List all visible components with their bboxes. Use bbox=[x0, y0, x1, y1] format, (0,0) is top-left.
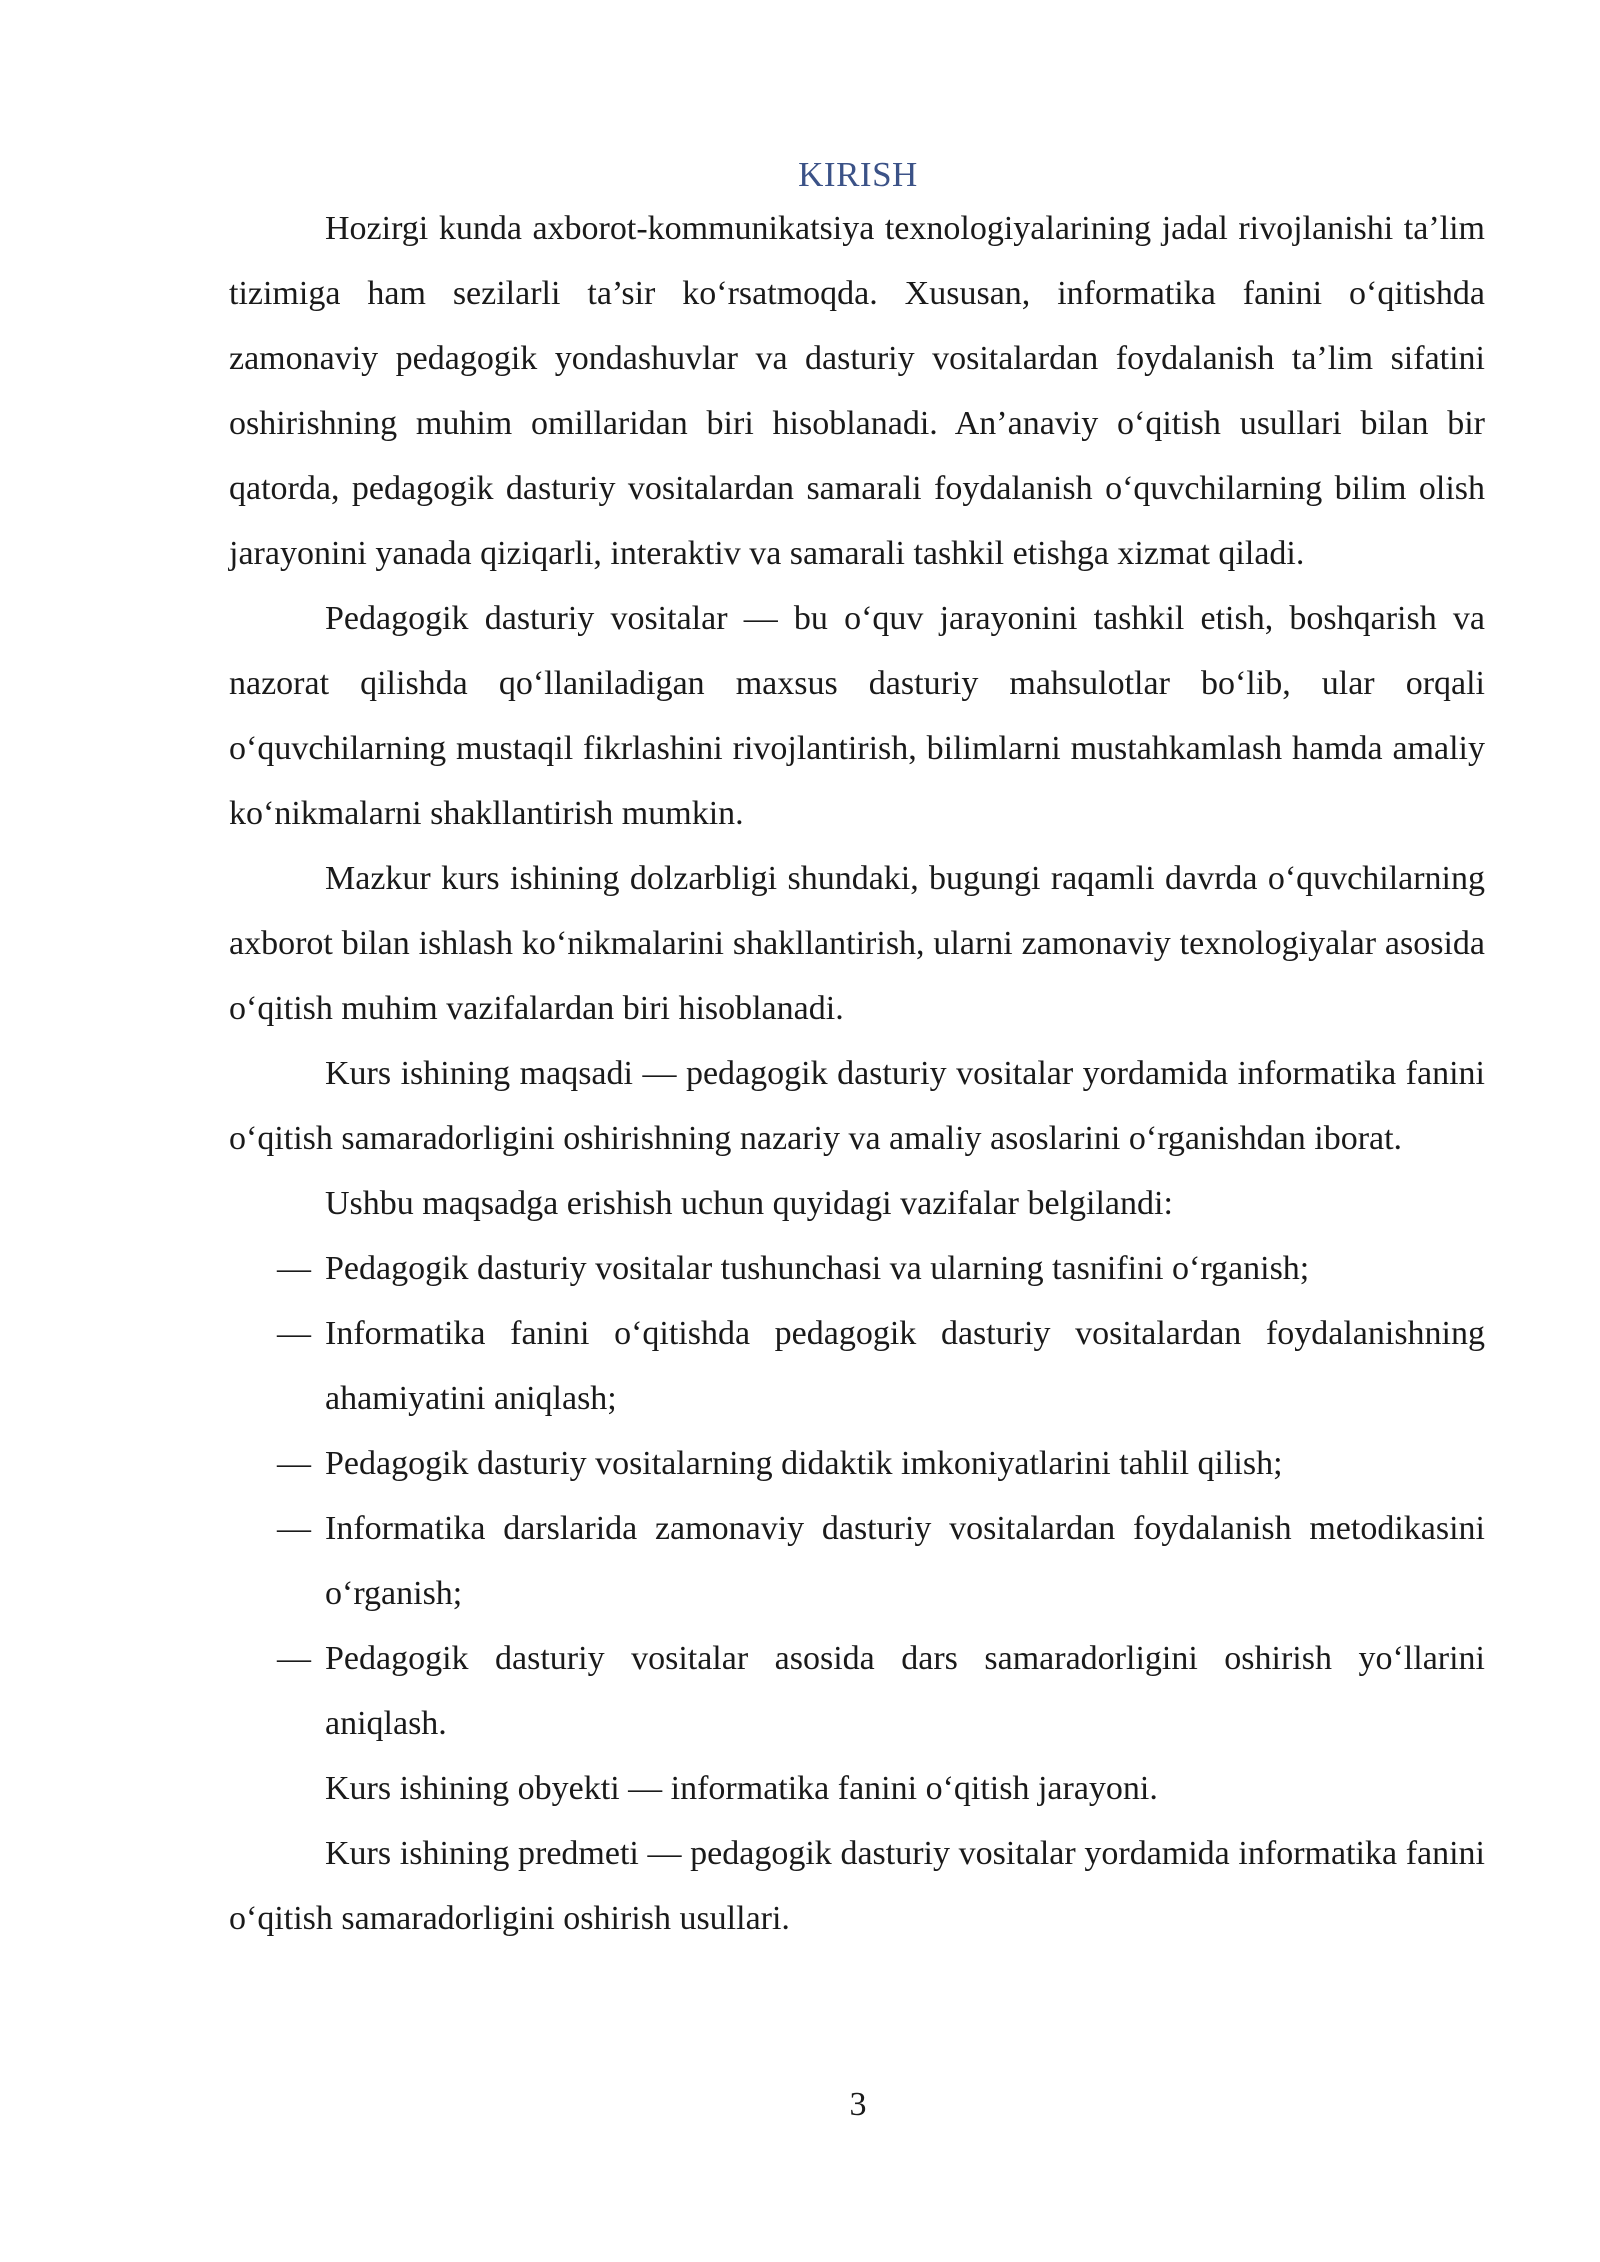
page-number: 3 bbox=[849, 2086, 867, 2123]
task-list bbox=[229, 1236, 1485, 1756]
task-item bbox=[229, 1236, 1485, 1301]
body-text bbox=[229, 196, 1485, 1951]
paragraph-subject: Kurs ishining predmeti — pedagogik dasturiy vositalar yordamida informatika fanini o‘qitish samaradorligini oshirish usullari. bbox=[229, 1835, 1485, 1937]
task-item bbox=[229, 1496, 1485, 1626]
paragraph-goal: Kurs ishining maqsadi — pedagogik dasturiy vositalar yordamida informatika fanini o‘qitish samaradorligini oshirishning nazariy va amaliy asoslarini o‘rganishdan iborat. bbox=[229, 1055, 1485, 1157]
paragraph-intro: Hozirgi kunda axborot-kommunikatsiya texnologiyalarining jadal rivojlanishi ta’lim tizimiga ham sezilarli ta’sir ko‘rsatmoqda. Xususan, informatika fanini o‘qitishda zamonaviy pedagogik yondashuvlar va dasturiy vositalardan foydalanish ta’lim sifatini oshirishning muhim omillaridan biri hisoblanadi. An’anaviy o‘qitish usullari bilan bir qatorda, pedagogik dasturiy vositalardan samarali foydalanish o‘quvchilarning bilim olish jarayonini yanada qiziqarli, interaktiv va samarali tashkil etishga xizmat qiladi. bbox=[229, 210, 1485, 572]
task-item bbox=[229, 1301, 1485, 1431]
paragraph-relevance: Mazkur kurs ishining dolzarbligi shundaki, bugungi raqamli davrda o‘quvchilarning axborot bilan ishlash ko‘nikmalarini shakllantirish, ularni zamonaviy texnologiyalar asosida o‘qitish muhim vazifalardan biri hisoblanadi. bbox=[229, 860, 1485, 1027]
list-dash: — bbox=[277, 1640, 311, 1677]
list-dash: — bbox=[277, 1250, 311, 1287]
list-dash: — bbox=[277, 1510, 311, 1547]
task-item bbox=[229, 1431, 1485, 1496]
list-dash: — bbox=[277, 1445, 311, 1482]
task-text: Informatika fanini o‘qitishda pedagogik dasturiy vositalardan foydalanishning ahamiyatini aniqlash; bbox=[325, 1315, 1485, 1417]
task-item bbox=[229, 1626, 1485, 1756]
task-text: Pedagogik dasturiy vositalar asosida dars samaradorligini oshirish yo‘llarini aniqlash. bbox=[325, 1640, 1485, 1742]
task-text: Pedagogik dasturiy vositalar tushunchasi va ularning tasnifini o‘rganish; bbox=[325, 1250, 1310, 1287]
section-title: KIRISH bbox=[798, 155, 918, 194]
task-text: Informatika darslarida zamonaviy dasturiy vositalardan foydalanish metodikasini o‘rganish; bbox=[325, 1510, 1485, 1612]
tasks-intro: Ushbu maqsadga erishish uchun quyidagi vazifalar belgilandi: bbox=[325, 1185, 1173, 1222]
list-dash: — bbox=[277, 1315, 311, 1352]
task-text: Pedagogik dasturiy vositalarning didaktik imkoniyatlarini tahlil qilish; bbox=[325, 1445, 1283, 1482]
paragraph-definition: Pedagogik dasturiy vositalar — bu o‘quv jarayonini tashkil etish, boshqarish va nazorat qilishda qo‘llaniladigan maxsus dasturiy mahsulotlar bo‘lib, ular orqali o‘quvchilarning mustaqil fikrlashini rivojlantirish, bilimlarni mustahkamlash hamda amaliy ko‘nikmalarni shakllantirish mumkin. bbox=[229, 600, 1485, 832]
paragraph-object: Kurs ishining obyekti — informatika fanini o‘qitish jarayoni. bbox=[325, 1770, 1158, 1807]
